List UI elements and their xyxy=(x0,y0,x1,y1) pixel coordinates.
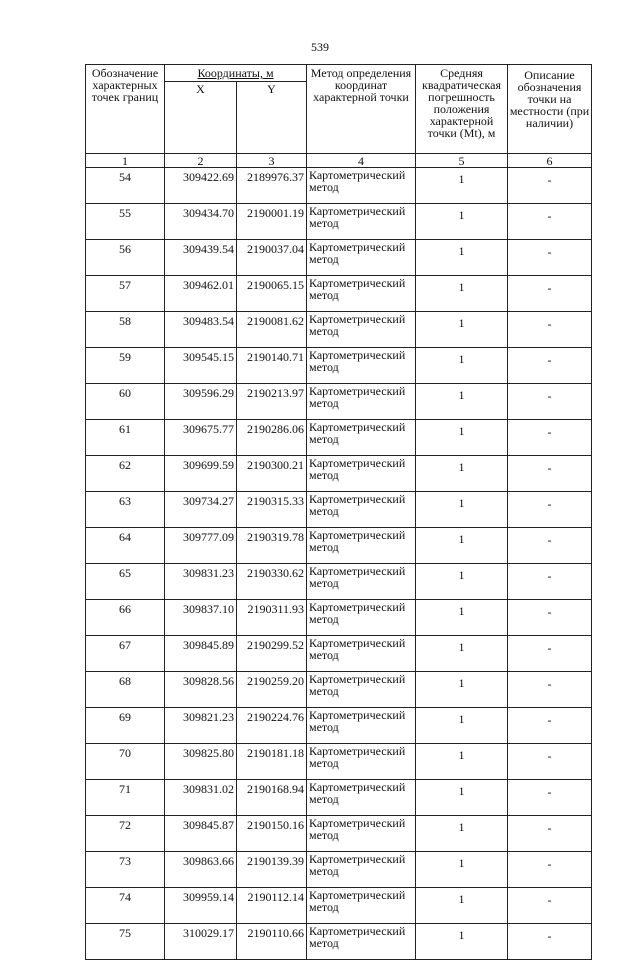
method-cell: Картометрический метод xyxy=(307,420,416,456)
table-row xyxy=(86,456,592,492)
y-coordinate-cell: 2190213.97 xyxy=(237,384,307,420)
description-cell: - xyxy=(508,348,592,384)
method-cell: Картометрический метод xyxy=(307,744,416,780)
mt-cell: 1 xyxy=(416,600,508,636)
method-cell: Картометрический метод xyxy=(307,816,416,852)
table-header xyxy=(86,65,592,168)
method-cell: Картометрический метод xyxy=(307,240,416,276)
x-coordinate-cell: 309825.80 xyxy=(165,744,237,780)
y-coordinate-cell: 2190259.20 xyxy=(237,672,307,708)
y-coordinate-cell: 2190319.78 xyxy=(237,528,307,564)
description-cell: - xyxy=(508,600,592,636)
x-coordinate-cell: 309777.09 xyxy=(165,528,237,564)
description-cell: - xyxy=(508,672,592,708)
y-coordinate-cell: 2190330.62 xyxy=(237,564,307,600)
table-row xyxy=(86,348,592,384)
method-cell: Картометрический метод xyxy=(307,456,416,492)
table-row xyxy=(86,276,592,312)
point-id-cell: 66 xyxy=(86,600,165,636)
point-id-cell: 70 xyxy=(86,744,165,780)
y-coordinate-cell: 2190300.21 xyxy=(237,456,307,492)
mt-cell: 1 xyxy=(416,276,508,312)
x-coordinate-cell: 310029.17 xyxy=(165,924,237,960)
x-coordinate-cell: 309845.89 xyxy=(165,636,237,672)
point-id-cell: 57 xyxy=(86,276,165,312)
method-cell: Картометрический метод xyxy=(307,852,416,888)
mt-cell: 1 xyxy=(416,492,508,528)
table-row xyxy=(86,708,592,744)
description-cell: - xyxy=(508,456,592,492)
y-coordinate-cell: 2190299.52 xyxy=(237,636,307,672)
x-coordinate-cell: 309831.23 xyxy=(165,564,237,600)
x-coordinate-cell: 309863.66 xyxy=(165,852,237,888)
table-row xyxy=(86,780,592,816)
table-body xyxy=(86,168,592,960)
table-row xyxy=(86,924,592,960)
y-coordinate-cell: 2190181.18 xyxy=(237,744,307,780)
mt-cell: 1 xyxy=(416,204,508,240)
method-cell: Картометрический метод xyxy=(307,204,416,240)
description-cell: - xyxy=(508,744,592,780)
y-coordinate-cell: 2190037.04 xyxy=(237,240,307,276)
method-cell: Картометрический метод xyxy=(307,924,416,960)
mt-cell: 1 xyxy=(416,852,508,888)
mt-cell: 1 xyxy=(416,528,508,564)
header-x: X xyxy=(165,82,237,154)
description-cell: - xyxy=(508,816,592,852)
column-number: 3 xyxy=(237,154,307,168)
point-id-cell: 69 xyxy=(86,708,165,744)
table-row xyxy=(86,312,592,348)
description-cell: - xyxy=(508,780,592,816)
point-id-cell: 60 xyxy=(86,384,165,420)
method-cell: Картометрический метод xyxy=(307,528,416,564)
point-id-cell: 56 xyxy=(86,240,165,276)
header-designation: Обозначение характерных точек границ xyxy=(86,65,165,154)
mt-cell: 1 xyxy=(416,348,508,384)
point-id-cell: 68 xyxy=(86,672,165,708)
boundary-points-table xyxy=(85,64,592,960)
description-cell: - xyxy=(508,312,592,348)
mt-cell: 1 xyxy=(416,744,508,780)
point-id-cell: 71 xyxy=(86,780,165,816)
table-row xyxy=(86,528,592,564)
table-row xyxy=(86,816,592,852)
x-coordinate-cell: 309434.70 xyxy=(165,204,237,240)
mt-cell: 1 xyxy=(416,924,508,960)
point-id-cell: 58 xyxy=(86,312,165,348)
y-coordinate-cell: 2190139.39 xyxy=(237,852,307,888)
y-coordinate-cell: 2190065.15 xyxy=(237,276,307,312)
mt-cell: 1 xyxy=(416,312,508,348)
description-cell: - xyxy=(508,240,592,276)
x-coordinate-cell: 309734.27 xyxy=(165,492,237,528)
description-cell: - xyxy=(508,564,592,600)
table-row xyxy=(86,888,592,924)
method-cell: Картометрический метод xyxy=(307,600,416,636)
x-coordinate-cell: 309837.10 xyxy=(165,600,237,636)
mt-cell: 1 xyxy=(416,636,508,672)
y-coordinate-cell: 2190081.62 xyxy=(237,312,307,348)
x-coordinate-cell: 309821.23 xyxy=(165,708,237,744)
y-coordinate-cell: 2190311.93 xyxy=(237,600,307,636)
point-id-cell: 72 xyxy=(86,816,165,852)
table-row xyxy=(86,384,592,420)
description-cell: - xyxy=(508,384,592,420)
method-cell: Картометрический метод xyxy=(307,636,416,672)
mt-cell: 1 xyxy=(416,780,508,816)
point-id-cell: 73 xyxy=(86,852,165,888)
method-cell: Картометрический метод xyxy=(307,780,416,816)
point-id-cell: 61 xyxy=(86,420,165,456)
point-id-cell: 59 xyxy=(86,348,165,384)
table-row xyxy=(86,636,592,672)
column-number: 1 xyxy=(86,154,165,168)
x-coordinate-cell: 309422.69 xyxy=(165,168,237,204)
x-coordinate-cell: 309462.01 xyxy=(165,276,237,312)
x-coordinate-cell: 309439.54 xyxy=(165,240,237,276)
description-cell: - xyxy=(508,204,592,240)
x-coordinate-cell: 309959.14 xyxy=(165,888,237,924)
boundary-points-table-wrapper xyxy=(85,64,592,960)
table-row xyxy=(86,240,592,276)
mt-cell: 1 xyxy=(416,888,508,924)
method-cell: Картометрический метод xyxy=(307,384,416,420)
point-id-cell: 67 xyxy=(86,636,165,672)
x-coordinate-cell: 309675.77 xyxy=(165,420,237,456)
column-number: 2 xyxy=(165,154,237,168)
mt-cell: 1 xyxy=(416,672,508,708)
x-coordinate-cell: 309596.29 xyxy=(165,384,237,420)
method-cell: Картометрический метод xyxy=(307,348,416,384)
method-cell: Картометрический метод xyxy=(307,672,416,708)
point-id-cell: 64 xyxy=(86,528,165,564)
table-row xyxy=(86,420,592,456)
x-coordinate-cell: 309699.59 xyxy=(165,456,237,492)
y-coordinate-cell: 2190150.16 xyxy=(237,816,307,852)
header-description: Описание обозначения точки на местности (при наличии) xyxy=(508,65,592,154)
y-coordinate-cell: 2190140.71 xyxy=(237,348,307,384)
point-id-cell: 74 xyxy=(86,888,165,924)
mt-cell: 1 xyxy=(416,456,508,492)
mt-cell: 1 xyxy=(416,816,508,852)
x-coordinate-cell: 309828.56 xyxy=(165,672,237,708)
description-cell: - xyxy=(508,924,592,960)
x-coordinate-cell: 309831.02 xyxy=(165,780,237,816)
point-id-cell: 55 xyxy=(86,204,165,240)
point-id-cell: 62 xyxy=(86,456,165,492)
x-coordinate-cell: 309545.15 xyxy=(165,348,237,384)
table-row xyxy=(86,168,592,204)
description-cell: - xyxy=(508,708,592,744)
header-method: Метод определения координат характерной точки xyxy=(307,65,416,154)
method-cell: Картометрический метод xyxy=(307,312,416,348)
y-coordinate-cell: 2190315.33 xyxy=(237,492,307,528)
description-cell: - xyxy=(508,420,592,456)
table-row xyxy=(86,852,592,888)
method-cell: Картометрический метод xyxy=(307,888,416,924)
column-number: 4 xyxy=(307,154,416,168)
method-cell: Картометрический метод xyxy=(307,708,416,744)
description-cell: - xyxy=(508,276,592,312)
description-cell: - xyxy=(508,168,592,204)
y-coordinate-cell: 2190110.66 xyxy=(237,924,307,960)
y-coordinate-cell: 2190224.76 xyxy=(237,708,307,744)
table-row xyxy=(86,672,592,708)
point-id-cell: 54 xyxy=(86,168,165,204)
header-y: Y xyxy=(237,82,307,154)
method-cell: Картометрический метод xyxy=(307,276,416,312)
description-cell: - xyxy=(508,528,592,564)
description-cell: - xyxy=(508,888,592,924)
description-cell: - xyxy=(508,852,592,888)
method-cell: Картометрический метод xyxy=(307,492,416,528)
mt-cell: 1 xyxy=(416,708,508,744)
point-id-cell: 65 xyxy=(86,564,165,600)
y-coordinate-cell: 2190112.14 xyxy=(237,888,307,924)
mt-cell: 1 xyxy=(416,240,508,276)
table-row xyxy=(86,744,592,780)
table-row xyxy=(86,564,592,600)
mt-cell: 1 xyxy=(416,564,508,600)
column-number: 6 xyxy=(508,154,592,168)
x-coordinate-cell: 309845.87 xyxy=(165,816,237,852)
mt-cell: 1 xyxy=(416,420,508,456)
method-cell: Картометрический метод xyxy=(307,168,416,204)
y-coordinate-cell: 2190168.94 xyxy=(237,780,307,816)
column-numbers-row xyxy=(86,154,592,168)
table-row xyxy=(86,492,592,528)
header-coordinates: Координаты, м xyxy=(165,65,307,82)
y-coordinate-cell: 2190286.06 xyxy=(237,420,307,456)
description-cell: - xyxy=(508,492,592,528)
method-cell: Картометрический метод xyxy=(307,564,416,600)
page-number: 539 xyxy=(311,40,329,54)
x-coordinate-cell: 309483.54 xyxy=(165,312,237,348)
y-coordinate-cell: 2189976.37 xyxy=(237,168,307,204)
mt-cell: 1 xyxy=(416,384,508,420)
table-row xyxy=(86,600,592,636)
point-id-cell: 75 xyxy=(86,924,165,960)
column-number: 5 xyxy=(416,154,508,168)
mt-cell: 1 xyxy=(416,168,508,204)
point-id-cell: 63 xyxy=(86,492,165,528)
y-coordinate-cell: 2190001.19 xyxy=(237,204,307,240)
header-mt: Средняя квадратическая погрешность положения характерной точки (Mt), м xyxy=(416,65,508,154)
table-row xyxy=(86,204,592,240)
description-cell: - xyxy=(508,636,592,672)
